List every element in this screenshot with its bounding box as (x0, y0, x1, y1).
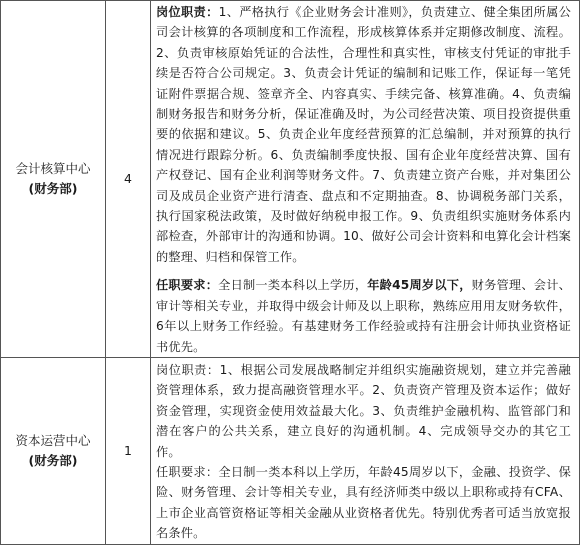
job-duties: 岗位职责：1、根据公司发展战略制定并组织实施融资规划，建立并完善融资管理体系，致力提高融资管理水平。2、负责资产管理及资本运作；做好资金管理，实现资金使用效益最大化。3、负责维护金融机构、监管部门和潜在客户的公共关系，建立良好的沟通机制。4、完成领导交办的其它工作。 (156, 362, 571, 459)
requirements-label: 任职要求： (156, 278, 219, 293)
requirements-age: 年龄45周岁以下， (367, 278, 472, 293)
duties-text: 1、严格执行《企业财务会计准则》，负责建立、健全集团所属公司会计核算的各项制度和工作流程，形成核算体系并定期修改制度、流程。2、负责审核原始凭证的合法性，合理性和真实性，审核支付凭证的审批手续是否符合公司规定。3、负责会计凭证的编制和记账工作，保证每一笔凭证附件票据合规、签章齐全、内容真实、手续完备、核算准确。4、负责编制财务报告和财务分析，保证准确及时，为公司经营决策、项目投资提供重要的依据和建议。5、负责企业年度经营预算的汇总编制，并对预算的执行情况进行跟踪分析。6、负责编制季度快报、国有企业年度经营决算、国有产权登记、国有企业利润等财务文件。7、负责建立资产台账，并对集团公司及成员企业资产进行清查、盘点和不定期抽查。8、协调税务部门关系，执行国家税法政策，及时做好纳税申报工作。9、负责组织实施财务体系内部检查，外部审计的沟通和协调。10、做好公司会计资料和电算化会计档案的整理、归档和保管工作。 (156, 5, 571, 264)
requirements-text-1: 全日制一类本科以上学历， (218, 278, 368, 293)
table-row (1, 1, 580, 358)
department-sub: (财务部) (28, 180, 78, 196)
headcount-cell (106, 1, 151, 358)
job-requirements: 任职要求：全日制一类本科以上学历，年龄45周岁以下，金融、投资学、保险、财务管理、会计等相关专业，具有经济师类中级以上职称或持有CFA、上市企业高管资格证等相关金融从业资格者优先。特别优秀者可适当放宽报名条件。 (156, 464, 571, 541)
department-sub: (财务部) (28, 452, 78, 468)
duties-label: 岗位职责： (156, 5, 219, 19)
requirements-text-2: 财务管理、会计、审计等相关专业，并取得中级会计师及以上职称，熟练应用用友财务软件，6年以上财务工作经验。有基建财务工作经验或持有注册会计师执业资格证书优先。 (156, 278, 572, 354)
paragraph-gap (156, 267, 571, 275)
department-name: 资本运营中心 (15, 432, 91, 448)
headcount: 4 (124, 171, 132, 187)
department-name: 会计核算中心 (15, 160, 91, 176)
table-row (1, 357, 580, 544)
description-cell (151, 1, 580, 358)
headcount-cell (106, 357, 151, 544)
department-cell (1, 1, 106, 358)
description-cell (151, 357, 580, 544)
job-duties (156, 2, 571, 267)
headcount: 1 (124, 443, 132, 459)
job-requirements (156, 275, 571, 357)
department-cell (1, 357, 106, 544)
